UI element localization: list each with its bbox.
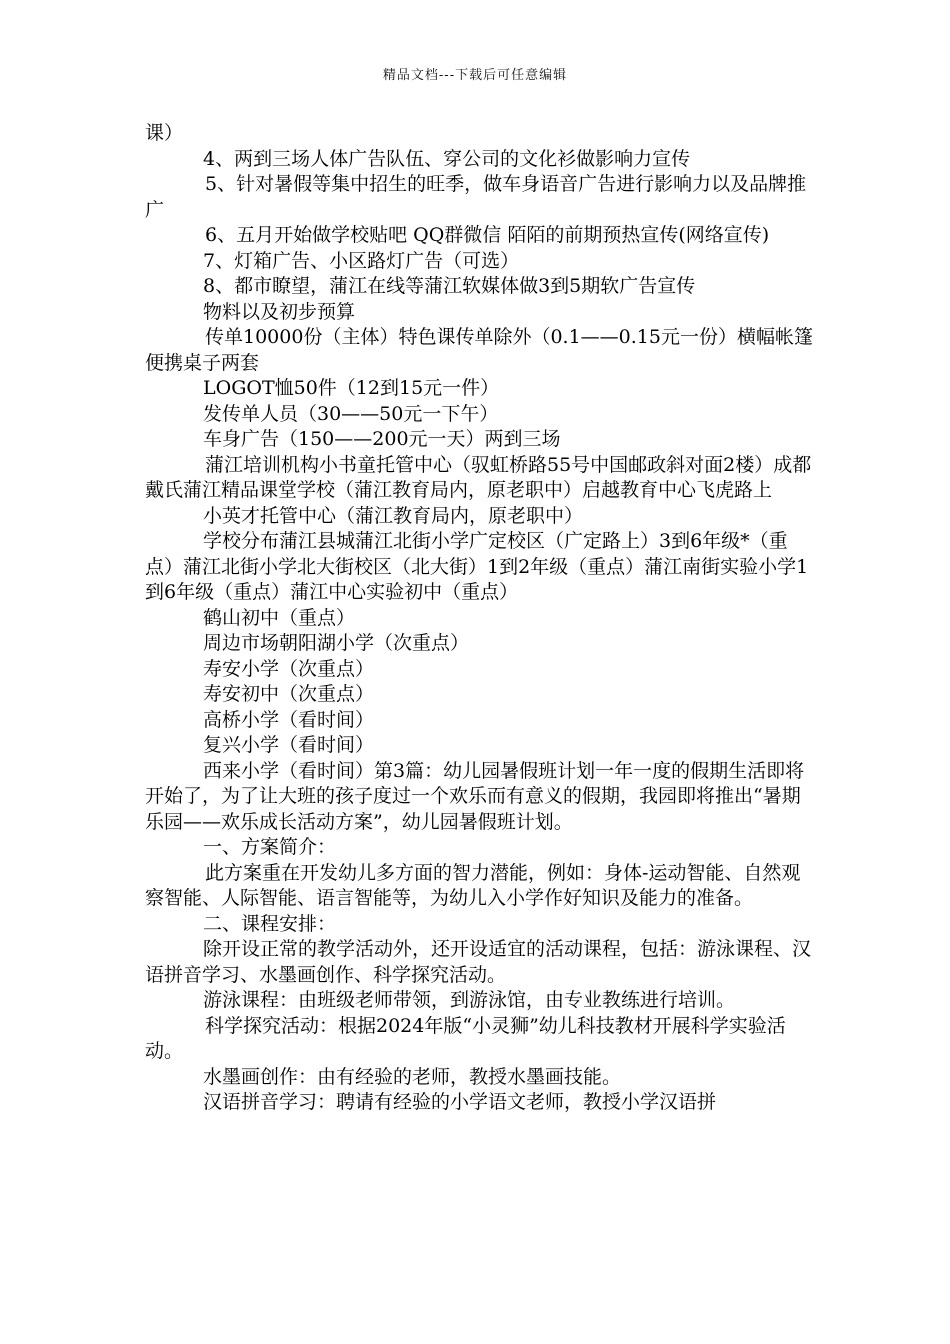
paragraph: 4、两到三场人体广告队伍、穿公司的文化衫做影响力宣传 [203, 147, 691, 170]
paragraph: 车身广告（150——200元一天）两到三场 [203, 428, 561, 450]
paragraph: LOGOT恤50件（12到15元一件） [203, 377, 500, 399]
paragraph: 复兴小学（看时间） [203, 734, 375, 756]
paragraph: 二、课程安排： [203, 912, 337, 935]
paragraph: 周边市场朝阳湖小学（次重点） [203, 632, 470, 654]
paragraph: 7、灯箱广告、小区路灯广告（可选） [203, 249, 520, 272]
page-header: 精品文档---下载后可任意编辑 [382, 68, 568, 83]
paragraph: 鹤山初中（重点） [203, 606, 356, 629]
paragraph: 课） [145, 122, 184, 144]
paragraph: 游泳课程：由班级老师带领，到游泳馆，由专业教练进行培训。 [203, 989, 736, 1011]
paragraph: 发传单人员（30——50元一下午） [203, 402, 499, 425]
paragraph: 传单10000份（主体）特色课传单除外（0.1——0.15元一份）横幅帐篷便携桌子两套 [145, 326, 813, 374]
paragraph: 5、针对暑假等集中招生的旺季，做车身语音广告进行影响力以及品牌推广 [145, 173, 807, 221]
paragraph: 西来小学（看时间）第3篇：幼儿园暑假班计划一年一度的假期生活即将开始了，为了让大班的孩子度过一个欢乐而有意义的假期，我园即将推出“暑期乐园——欢乐成长活动方案”，幼儿园暑假班计划。 [145, 759, 805, 833]
paragraph: 6、五月开始做学校贴吧 QQ群微信 陌陌的前期预热宣传(网络宣传) [205, 224, 770, 246]
paragraph: 小英才托管中心（蒲江教育局内，原老职中） [203, 504, 584, 527]
paragraph: 一、方案简介： [203, 836, 337, 858]
paragraph: 水墨画创作：由有经验的老师，教授水墨画技能。 [203, 1065, 622, 1088]
paragraph: 除开设正常的教学活动外，还开设适宜的活动课程，包括：游泳课程、汉语拼音学习、水墨画创作、科学探究活动。 [145, 938, 812, 986]
paragraph: 蒲江培训机构小书童托管中心（驭虹桥路55号中国邮政斜对面2楼）成都戴氏蒲江精品课堂学校（蒲江教育局内，原老职中）启越教育中心飞虎路上 [145, 453, 812, 501]
paragraph: 物料以及初步预算 [203, 300, 356, 323]
paragraph: 科学探究活动：根据2024年版“小灵狮”幼儿科技教材开展科学实验活动。 [145, 1014, 786, 1062]
document-body [145, 121, 813, 1116]
paragraph: 高桥小学（看时间） [203, 708, 375, 731]
paragraph: 此方案重在开发幼儿多方面的智力潜能，例如：身体-运动智能、自然观察智能、人际智能、语言智能等，为幼儿入小学作好知识及能力的准备。 [145, 861, 801, 909]
paragraph: 8、都市瞭望，蒲江在线等蒲江软媒体做3到5期软广告宣传 [203, 275, 696, 297]
paragraph: 寿安小学（次重点） [203, 657, 375, 680]
paragraph: 学校分布蒲江县城蒲江北街小学广定校区（广定路上）3到6年级*（重点）蒲江北街小学北大街校区（北大街）1到2年级（重点）蒲江南街实验小学1到6年级（重点）蒲江中心实验初中（重点） [145, 530, 809, 603]
paragraph: 寿安初中（次重点） [203, 683, 375, 705]
paragraph: 汉语拼音学习：聘请有经验的小学语文老师，教授小学汉语拼 [203, 1091, 717, 1113]
